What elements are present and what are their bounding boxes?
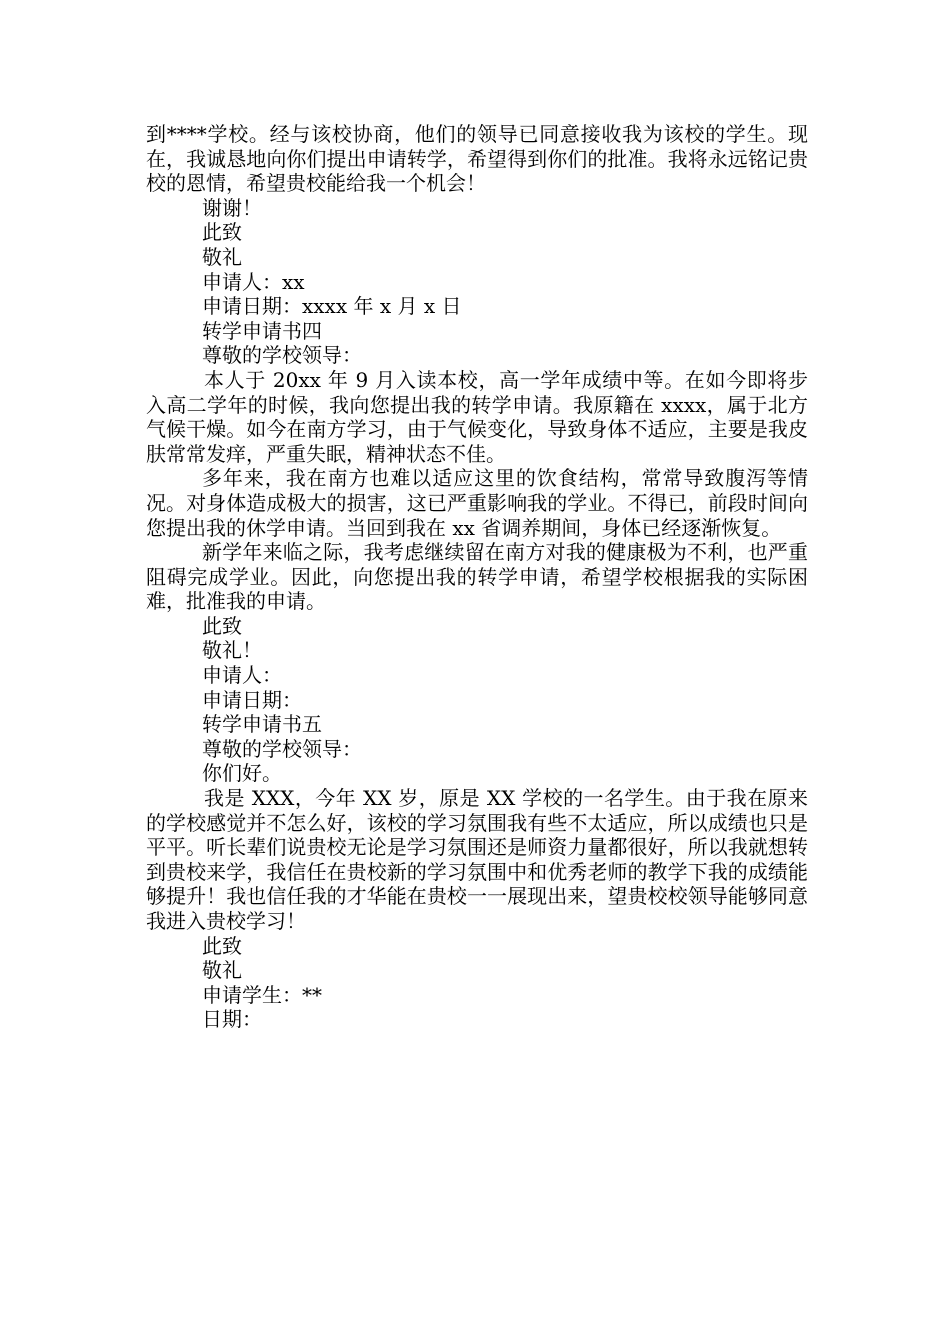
closing-cizhi-5: 此致	[202, 933, 242, 958]
closing-jingli: 敬礼	[202, 244, 242, 269]
application-date-line-4: 申请日期：	[202, 687, 302, 712]
closing-jingli-4: 敬礼！	[202, 638, 262, 663]
paragraph-4-1: 本人于 20xx 年 9 月入读本校，高一学年成绩中等。在如今即将步入高二学年的时候，我向您提出我的转学申请。我原籍在 xxxx，属于北方气候干燥。如今在南方学习，由于气候变化，导致身体不适应，主要是我皮肤常常发痒，严重失眠，精神状态不佳。	[146, 367, 808, 466]
application-date-line: 申请日期：xxxx 年 x 月 x 日	[202, 294, 462, 319]
date-line-5: 日期：	[202, 1007, 262, 1032]
section-title-5: 转学申请书五	[202, 712, 322, 737]
document-page	[146, 122, 808, 1032]
applicant-line-4: 申请人：	[202, 663, 282, 688]
salutation-4: 尊敬的学校领导：	[202, 343, 362, 368]
greeting-5: 你们好。	[202, 761, 282, 786]
paragraph-5-1: 我是 XXX，今年 XX 岁，原是 XX 学校的一名学生。由于我在原来的学校感觉并不怎么好，该校的学习氛围我有些不太适应，所以成绩也只是平平。听长辈们说贵校无论是学习氛围还是师资力量都很好，所以我就想转到贵校来学，我信任在贵校新的学习氛围中和优秀老师的教学下我的成绩能够提升！我也信任我的才华能在贵校一一展现出来，望贵校校领导能够同意我进入贵校学习！	[146, 786, 808, 933]
paragraph-intro-continued: 到****学校。经与该校协商，他们的领导已同意接收我为该校的学生。现在，我诚恳地向你们提出申请转学，希望得到你们的批准。我将永远铭记贵校的恩情，希望贵校能给我一个机会！	[146, 122, 808, 196]
applicant-line: 申请人：xx	[202, 269, 305, 294]
section-title-4: 转学申请书四	[202, 318, 322, 343]
closing-cizhi-4: 此致	[202, 613, 242, 638]
paragraph-4-3: 新学年来临之际，我考虑继续留在南方对我的健康极为不利，也严重阻碍完成学业。因此，向您提出我的转学申请，希望学校根据我的实际困难，批准我的申请。	[146, 540, 808, 614]
closing-jingli-5: 敬礼	[202, 958, 242, 983]
salutation-5: 尊敬的学校领导：	[202, 736, 362, 761]
thanks-line: 谢谢！	[202, 195, 262, 220]
student-applicant-line: 申请学生：**	[202, 982, 322, 1007]
paragraph-4-2: 多年来，我在南方也难以适应这里的饮食结构，常常导致腹泻等情况。对身体造成极大的损害，这已严重影响我的学业。不得已，前段时间向您提出我的休学申请。当回到我在 xx 省调养期间，身体已经逐渐恢复。	[146, 466, 808, 540]
closing-cizhi: 此致	[202, 220, 242, 245]
